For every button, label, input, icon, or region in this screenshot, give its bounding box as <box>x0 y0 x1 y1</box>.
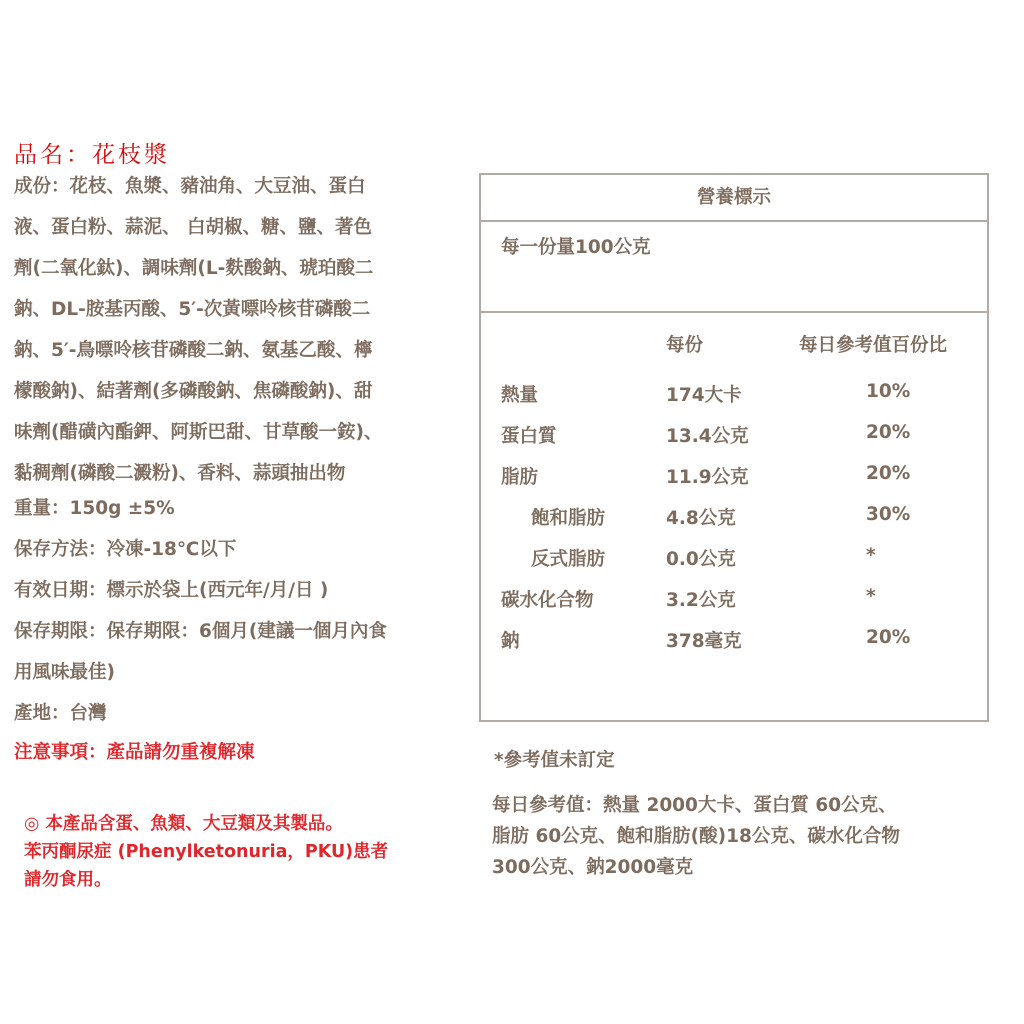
nutrient-name: 鈉 <box>501 631 520 652</box>
nutrient-daily-pct: 20% <box>866 463 911 484</box>
ingredients-block <box>14 166 464 494</box>
storage-method-spec: 保存方法：冷凍-18℃以下 <box>14 539 237 560</box>
nutrition-title: 營養標示 <box>481 175 987 222</box>
allergen-line: 苯丙酮尿症 (Phenylketonuria，PKU)患者 <box>24 842 389 862</box>
ingredients-line: 味劑(醋磺內酯鉀、阿斯巴甜、甘草酸一銨)、 <box>14 422 383 443</box>
daily-reference-line: 每日參考值：熱量 2000大卡、蛋白質 60公克、 <box>492 795 897 816</box>
daily-reference-line: 300公克、鈉2000毫克 <box>492 857 694 878</box>
nutrient-row-sodium <box>481 627 987 668</box>
nutrient-value: 13.4公克 <box>666 426 749 447</box>
product-specs <box>14 488 464 734</box>
ingredients-line: 鈉、5′-鳥嘌呤核苷磷酸二鈉、氨基乙酸、檸 <box>14 340 373 361</box>
nutrient-row-saturated-fat <box>481 504 987 545</box>
nutrient-daily-pct: * <box>866 586 876 607</box>
nutrient-row-calories <box>481 381 987 422</box>
nutrient-daily-pct: 10% <box>866 381 911 402</box>
nutrient-name: 脂肪 <box>501 467 539 488</box>
expiry-date-spec: 有效日期：標示於袋上(西元年/月/日 ) <box>14 580 329 601</box>
ingredients-line: 劑(二氧化鈦)、調味劑(L-麩酸鈉、琥珀酸二 <box>14 258 374 279</box>
nutrient-row-carbohydrate <box>481 586 987 627</box>
reference-undefined-note: *參考值未訂定 <box>494 750 615 771</box>
serving-size: 每一份量100公克 <box>501 237 651 258</box>
allergen-line: ◎ 本產品含蛋、魚類、大豆類及其製品。 <box>24 814 343 834</box>
nutrient-name: 反式脂肪 <box>531 549 606 570</box>
origin-spec: 產地：台灣 <box>14 703 107 724</box>
nutrition-facts-table <box>479 173 989 722</box>
product-title: 品名：花枝漿 <box>14 142 170 168</box>
shelf-life-spec: 保存期限：保存期限：6個月(建議一個月內食 <box>14 621 387 642</box>
ingredients-line: 鈉、DL-胺基丙酸、5′-次黃嘌呤核苷磷酸二 <box>14 299 371 320</box>
ingredients-line: 檬酸鈉)、結著劑(多磷酸鈉、焦磷酸鈉)、甜 <box>14 381 373 402</box>
weight-spec: 重量：150g ±5% <box>14 498 175 519</box>
per-serving-header: 每份 <box>666 335 704 356</box>
ingredients-line: 液、蛋白粉、蒜泥、 白胡椒、糖、鹽、著色 <box>14 217 372 238</box>
daily-value-header: 每日參考值百份比 <box>799 335 948 356</box>
nutrient-name: 碳水化合物 <box>501 590 594 611</box>
nutrient-daily-pct: 20% <box>866 627 911 648</box>
section-divider <box>481 311 987 313</box>
ingredients-line: 黏稠劑(磷酸二澱粉)、香料、蒜頭抽出物 <box>14 463 346 484</box>
shelf-life-spec-cont: 用風味最佳) <box>14 662 115 683</box>
nutrient-row-fat <box>481 463 987 504</box>
nutrient-value: 174大卡 <box>666 385 742 406</box>
nutrient-row-protein <box>481 422 987 463</box>
caution-note: 注意事項：產品請勿重複解凍 <box>14 742 255 763</box>
nutrient-daily-pct: 20% <box>866 422 911 443</box>
daily-reference-line: 脂肪 60公克、飽和脂肪(酸)18公克、碳水化合物 <box>492 826 900 847</box>
nutrient-value: 11.9公克 <box>666 467 749 488</box>
nutrient-value: 3.2公克 <box>666 590 736 611</box>
nutrient-daily-pct: 30% <box>866 504 911 525</box>
daily-reference-values <box>492 790 900 883</box>
nutrient-row-trans-fat <box>481 545 987 586</box>
nutrient-value: 378毫克 <box>666 631 742 652</box>
nutrient-daily-pct: * <box>866 545 876 566</box>
allergen-line: 請勿食用。 <box>24 870 112 890</box>
ingredients-line: 成份：花枝、魚漿、豬油角、大豆油、蛋白 <box>14 176 366 197</box>
allergen-warning <box>24 810 388 894</box>
nutrient-name: 熱量 <box>501 385 539 406</box>
nutrient-name: 蛋白質 <box>501 426 557 447</box>
nutrient-value: 0.0公克 <box>666 549 736 570</box>
nutrient-value: 4.8公克 <box>666 508 736 529</box>
nutrient-name: 飽和脂肪 <box>531 508 606 529</box>
